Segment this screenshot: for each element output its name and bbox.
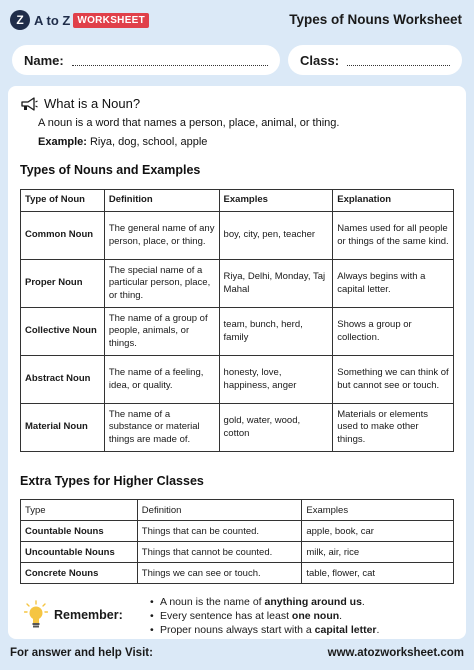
intro-heading-text: What is a Noun? [44, 96, 141, 111]
header-cell: Examples [302, 500, 454, 521]
remember-box [20, 594, 454, 638]
brand-logo [10, 9, 149, 31]
examples-cell: milk, air, rice [302, 542, 454, 563]
definition-cell: The special name of a particular person, place, or thing. [104, 260, 219, 308]
explanation-cell: Shows a group or collection. [333, 308, 454, 356]
lightbulb-icon [24, 600, 48, 630]
examples-cell: boy, city, pen, teacher [219, 212, 333, 260]
intro-heading [20, 96, 140, 111]
remember-item: • Every sentence has at least one noun. [150, 609, 379, 623]
explanation-cell: Something we can think of but cannot see or touch. [333, 356, 454, 404]
table-row [21, 542, 454, 563]
page-header [0, 0, 474, 40]
example-text: Riya, dog, school, apple [86, 136, 208, 148]
worksheet-title: Types of Nouns Worksheet [289, 12, 462, 27]
header-cell: Type of Noun [21, 190, 105, 212]
noun-type-cell: Abstract Noun [21, 356, 105, 404]
table-row [21, 212, 454, 260]
noun-example [38, 136, 207, 148]
table-header-row [21, 190, 454, 212]
header-cell: Definition [104, 190, 219, 212]
definition-cell: The general name of any person, place, or thing. [104, 212, 219, 260]
extra-types-table [20, 499, 454, 584]
noun-type-cell: Proper Noun [21, 260, 105, 308]
noun-type-cell: Collective Noun [21, 308, 105, 356]
table-row [21, 404, 454, 452]
class-field[interactable] [288, 45, 462, 75]
explanation-cell: Always begins with a capital letter. [333, 260, 454, 308]
example-label: Example: [38, 136, 87, 148]
logo-text: A to Z [34, 12, 71, 28]
table-row [21, 260, 454, 308]
remember-list [150, 595, 379, 637]
examples-cell: apple, book, car [302, 521, 454, 542]
definition-cell: The name of a group of people, animals, or things. [104, 308, 219, 356]
noun-definition: A noun is a word that names a person, place, animal, or thing. [38, 117, 340, 129]
remember-label: Remember: [54, 608, 123, 622]
noun-type-cell: Concrete Nouns [21, 563, 138, 584]
table-row [21, 563, 454, 584]
noun-type-cell: Uncountable Nouns [21, 542, 138, 563]
header-cell: Explanation [333, 190, 454, 212]
footer-website-link[interactable]: www.atozworksheet.com [327, 647, 464, 659]
table-row [21, 521, 454, 542]
noun-type-cell: Material Noun [21, 404, 105, 452]
header-cell: Definition [137, 500, 302, 521]
name-line[interactable] [72, 54, 268, 66]
page-footer [0, 643, 474, 670]
noun-type-cell: Common Noun [21, 212, 105, 260]
header-cell: Examples [219, 190, 333, 212]
footer-help-text: For answer and help Visit: [10, 647, 153, 659]
noun-type-cell: Countable Nouns [21, 521, 138, 542]
definition-cell: The name of a feeling, idea, or quality. [104, 356, 219, 404]
table-row [21, 308, 454, 356]
remember-item: • Proper nouns always start with a capital letter. [150, 623, 379, 637]
class-label: Class: [300, 52, 340, 68]
examples-cell: team, bunch, herd, family [219, 308, 333, 356]
name-field[interactable] [12, 45, 280, 75]
remember-item: • A noun is the name of anything around us. [150, 595, 379, 609]
logo-mark: Z [10, 10, 30, 30]
table-header-row [21, 500, 454, 521]
extra-types-title: Extra Types for Higher Classes [20, 474, 204, 488]
definition-cell: Things that cannot be counted. [137, 542, 302, 563]
examples-cell: honesty, love, happiness, anger [219, 356, 333, 404]
class-line[interactable] [347, 54, 450, 66]
examples-cell: gold, water, wood, cotton [219, 404, 333, 452]
definition-cell: Things that can be counted. [137, 521, 302, 542]
examples-cell: table, flower, cat [302, 563, 454, 584]
types-table-title: Types of Nouns and Examples [20, 163, 201, 177]
worksheet-card [8, 86, 466, 639]
megaphone-icon [20, 97, 38, 111]
explanation-cell: Materials or elements used to make other things. [333, 404, 454, 452]
explanation-cell: Names used for all people or things of the same kind. [333, 212, 454, 260]
definition-cell: Things we can see or touch. [137, 563, 302, 584]
types-of-nouns-table [20, 189, 454, 452]
header-cell: Type [21, 500, 138, 521]
table-row [21, 356, 454, 404]
name-label: Name: [24, 52, 64, 68]
logo-badge: WORKSHEET [73, 13, 149, 28]
definition-cell: The name of a substance or material things are made of. [104, 404, 219, 452]
examples-cell: Riya, Delhi, Monday, Taj Mahal [219, 260, 333, 308]
